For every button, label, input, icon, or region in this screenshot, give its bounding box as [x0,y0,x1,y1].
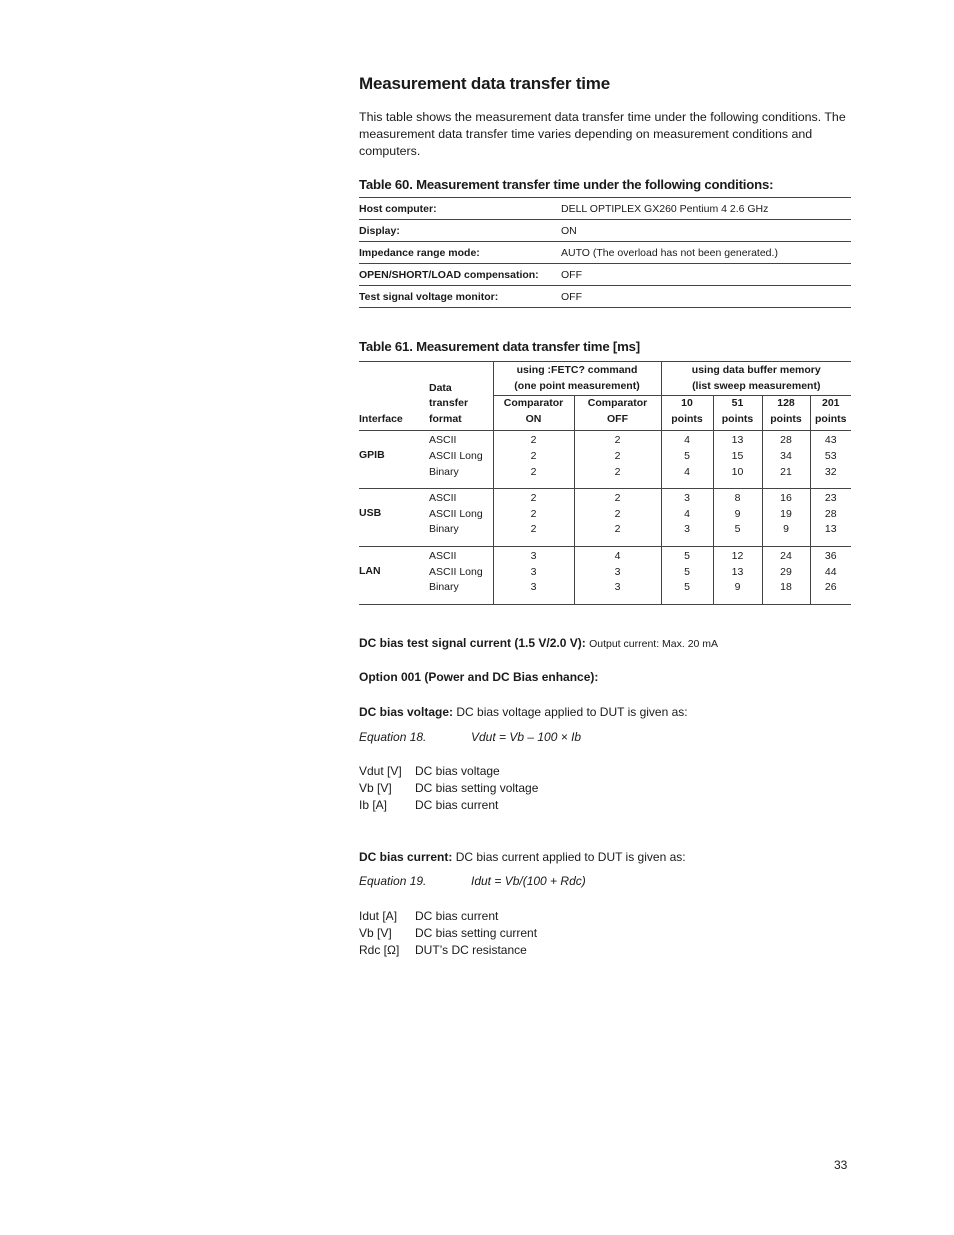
header-col: Comparator ON [493,396,574,431]
value: 9 [734,581,741,594]
value: 3 [530,565,537,578]
value: 3 [530,581,537,594]
equation-19: Equation 19. Idut = Vb/(100 + Rdc) [359,874,586,888]
value: 18 [780,581,792,594]
condition-key: OPEN/SHORT/LOAD compensation: [359,264,561,286]
value-cell [661,431,713,489]
condition-key: Display: [359,220,561,242]
condition-value: AUTO (The overload has not been generated.) [561,242,851,264]
definition-row [359,908,537,925]
value-cell [762,546,810,604]
value: 3 [614,565,621,578]
value: 19 [780,507,792,520]
interface-name: LAN [359,546,416,604]
definition-row [359,797,538,814]
header-col: 10 points [661,396,713,431]
condition-key: Impedance range mode: [359,242,561,264]
format-label: ASCII Long [429,565,483,578]
value: 13 [824,523,837,536]
header-interface: Interface [359,362,416,431]
value: 4 [684,465,690,478]
definition-row [359,925,537,942]
value: 2 [530,507,537,520]
value: 28 [824,507,837,520]
value-cell [574,489,661,547]
value: 4 [684,434,690,447]
value: 12 [731,549,744,562]
definition-symbol: Rdc [Ω] [359,943,400,957]
value-cell [762,431,810,489]
condition-row [359,198,851,220]
value: 13 [731,565,744,578]
value: 2 [614,523,621,536]
dc-bias-voltage-para: DC bias voltage: DC bias voltage applied to DUT is given as: [359,705,688,719]
definition-text: DC bias current [415,909,499,923]
header-col: 128 points [762,396,810,431]
value: 2 [614,449,621,462]
value: 4 [684,507,690,520]
page-number: 33 [834,1158,848,1172]
header-col: Comparator OFF [574,396,661,431]
value: 34 [780,449,792,462]
table61-caption: Table 61. Measurement data transfer time [ms] [359,339,640,354]
format-label: Binary [429,465,459,478]
format-label: ASCII [429,434,457,447]
definition-symbol: Ib [A] [359,798,388,812]
value: 9 [734,507,741,520]
value-cell [493,489,574,547]
value: 32 [824,465,837,478]
value: 53 [824,449,837,462]
definition-text: DUT’s DC resistance [415,943,527,957]
value-cell [762,489,810,547]
format-label: Binary [429,581,459,594]
interface-name: USB [359,489,416,547]
condition-key: Test signal voltage monitor: [359,286,561,308]
table-row [359,431,851,489]
definition-row [359,942,537,959]
intro-paragraph: This table shows the measurement data transfer time under the following conditions. The measurement data transfer time varies depending on measurement conditions and computers. [359,110,846,158]
definition-symbol: Vb [V] [359,926,392,940]
value: 36 [824,549,837,562]
value: 5 [684,549,690,562]
section-title: Measurement data transfer time [359,74,610,93]
value: 43 [824,434,837,447]
value: 3 [530,549,537,562]
dc-bias-test-signal: DC bias test signal current (1.5 V/2.0 V): Output current: Max. 20 mA [359,636,719,650]
header-col: 51 points [713,396,762,431]
value-cell [810,546,851,604]
condition-row [359,286,851,308]
value: 3 [684,492,690,505]
table-row [359,489,851,547]
value: 2 [530,465,537,478]
dc-bias-voltage-defs [359,763,538,814]
value: 2 [614,465,621,478]
condition-value: DELL OPTIPLEX GX260 Pentium 4 2.6 GHz [561,198,851,220]
value: 9 [783,523,789,536]
value: 2 [614,507,621,520]
interface-name: GPIB [359,431,416,489]
definition-row [359,763,538,780]
value: 13 [731,434,744,447]
value-cell [574,431,661,489]
value: 21 [780,465,792,478]
condition-value: OFF [561,264,851,286]
value: 2 [530,434,537,447]
format-label: Binary [429,523,459,536]
value-cell [493,546,574,604]
value: 4 [614,549,621,562]
conditions-table [359,197,851,308]
value: 2 [614,434,621,447]
value: 5 [684,581,690,594]
value-cell [493,431,574,489]
value: 2 [614,492,621,505]
definition-row [359,780,538,797]
format-label: ASCII Long [429,449,483,462]
definition-symbol: Idut [A] [359,909,398,923]
value: 10 [731,465,744,478]
value-cell [661,489,713,547]
value: 5 [734,523,741,536]
definition-text: DC bias setting voltage [415,781,539,795]
value: 28 [780,434,792,447]
value-cell [574,546,661,604]
value-cell [810,489,851,547]
dc-bias-current-defs [359,908,537,959]
value: 16 [780,492,792,505]
format-label: ASCII [429,549,457,562]
value: 2 [530,492,537,505]
value-cell [661,546,713,604]
value: 2 [530,449,537,462]
option001-heading: Option 001 (Power and DC Bias enhance): [359,670,599,684]
header-group-buffer: using data buffer memory (list sweep measurement) [661,362,851,396]
definition-text: DC bias voltage [415,764,500,778]
format-list [416,546,493,604]
table-row [359,546,851,604]
value: 29 [780,565,792,578]
definition-symbol: Vdut [V] [359,764,402,778]
condition-value: OFF [561,286,851,308]
value: 15 [731,449,744,462]
table60-caption: Table 60. Measurement transfer time under the following conditions: [359,177,774,192]
format-label: ASCII Long [429,507,483,520]
header-col: 201 points [810,396,851,431]
condition-row [359,264,851,286]
value: 3 [684,523,690,536]
equation-18: Equation 18. Vdut = Vb – 100 × Ib [359,730,582,744]
value-cell [810,431,851,489]
value: 24 [780,549,792,562]
value: 3 [614,581,621,594]
condition-row [359,220,851,242]
header-group-fetc: using :FETC? command (one point measurement) [493,362,661,396]
format-label: ASCII [429,492,457,505]
definition-symbol: Vb [V] [359,781,392,795]
value: 26 [824,581,837,594]
value-cell [713,431,762,489]
value: 8 [734,492,741,505]
value: 44 [824,565,837,578]
dc-bias-current-para: DC bias current: DC bias current applied to DUT is given as: [359,850,686,864]
value-cell [713,489,762,547]
definition-text: DC bias setting current [415,926,538,940]
value: 23 [824,492,837,505]
format-list [416,431,493,489]
transfer-time-table [359,361,851,605]
condition-row [359,242,851,264]
value: 5 [684,449,690,462]
definition-text: DC bias current [415,798,499,812]
format-list [416,489,493,547]
condition-key: Host computer: [359,198,561,220]
value-cell [713,546,762,604]
condition-value: ON [561,220,851,242]
value: 5 [684,565,690,578]
value: 2 [530,523,537,536]
header-format: Data transfer format [416,362,493,431]
